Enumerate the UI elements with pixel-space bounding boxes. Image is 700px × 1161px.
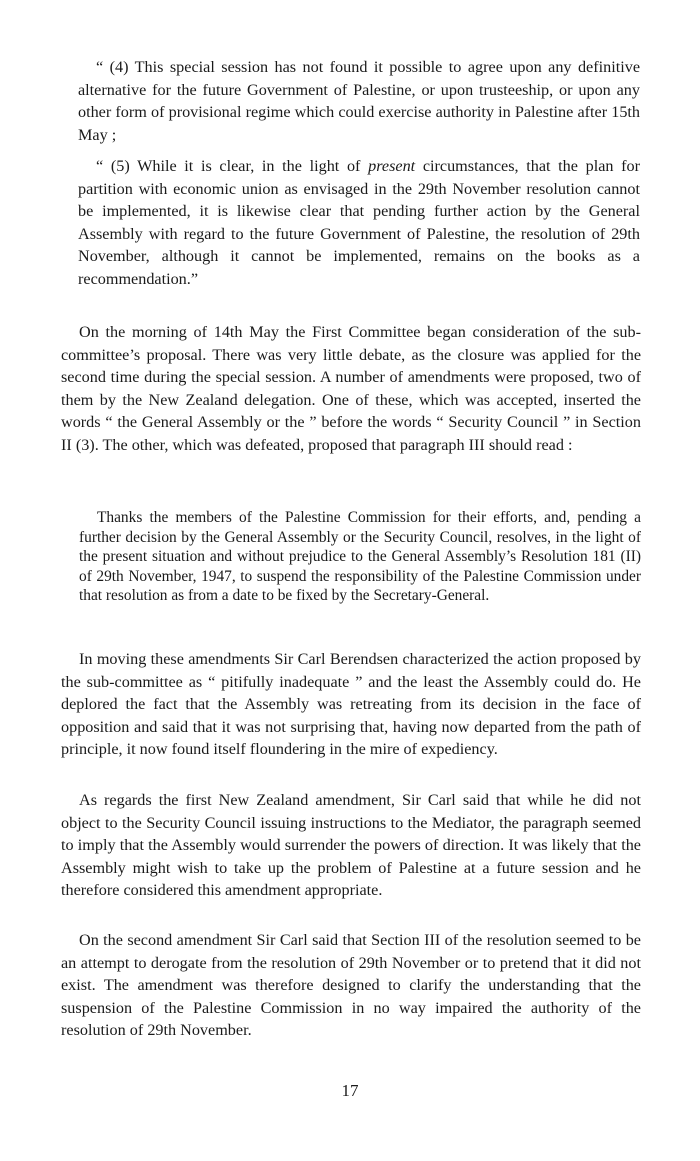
paragraph-berendsen: In moving these amendments Sir Carl Berendsen characterized the action proposed by the sub-committee as “ pitifully inadequate ” and the least the Assembly could do. He deplored the fact that the Assembly was retreating from its decision in the face of opposition and said that it was not surprising that, having now departed from the path of principle, it now found itself floundering in the mire of expediency. xyxy=(61,650,641,759)
indented-amendment-text: Thanks the members of the Palestine Commission for their efforts, and, pending a further decision by the General Assembly or the Security Council, resolves, in the light of the present situation and without prejudice to the General Assembly’s Resolution 181 (II) of 29th November, 1947, to suspend the responsibility of the Palestine Commission under that resolution as from a date to be fixed by the Secretary-General. xyxy=(79,509,641,605)
quote-5-text-end: circumstances, that the plan for partition with economic union as envisaged in the 29th November resolution cannot be implemented, it is likewise clear that pending further action by the General Assembly with regard to the future Government of Palestine, the resolution of 29th November, although it cannot be implemented, remains on the books as a recommendation.” xyxy=(78,157,641,288)
page-number: 17 xyxy=(341,1081,359,1100)
paragraph-first-committee: On the morning of 14th May the First Committee began consideration of the sub-committee’s proposal. There was very little debate, as the closure was applied for the second time during the special session. A number of amendments were proposed, two of them by the New Zealand delegation. One of these, which was accepted, inserted the words “ the General Assembly or the ” before the words “ Security Council ” in Section II (3). The other, which was defeated, proposed that paragraph III should read : xyxy=(61,323,641,454)
emphasized-word: present xyxy=(368,157,416,175)
quote-5-text-start: “ (5) While it is clear, in the light of xyxy=(96,157,369,175)
paragraph-second-amendment: On the second amendment Sir Carl said that Section III of the resolution seemed to be an attempt to derogate from the resolution of 29th November or to pretend that it did not exist. The amendment was therefore designed to clarify the understanding that the suspension of the Palestine Commission in no way impaired the authority of the resolution of 29th November. xyxy=(61,931,641,1040)
quoted-paragraph-4: “ (4) This special session has not found it possible to agree upon any definitive alternative for the future Government of Palestine, or upon trusteeship, or upon any other form of provisional regime which could exercise authority in Palestine after 15th May ; xyxy=(78,58,640,144)
paragraph-first-amendment: As regards the first New Zealand amendment, Sir Carl said that while he did not object to the Security Council issuing instructions to the Mediator, the paragraph seemed to imply that the Assembly would surrender the powers of direction. It was likely that the Assembly might wish to take up the problem of Palestine at a future session and he therefore considered this amendment appropriate. xyxy=(61,791,641,900)
quoted-paragraph-5 xyxy=(78,155,640,291)
